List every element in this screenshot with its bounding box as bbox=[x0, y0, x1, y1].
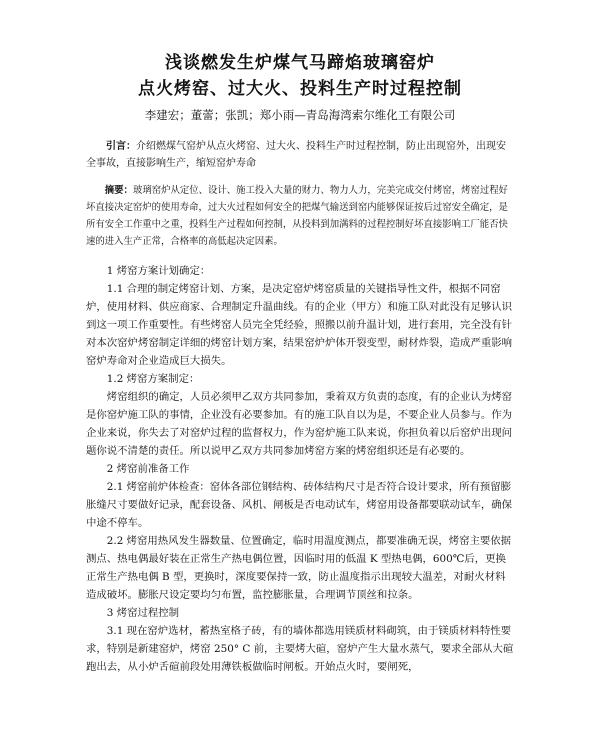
subsection-heading: 1.2 烤窑方案制定： bbox=[106, 373, 200, 385]
body-sections bbox=[86, 262, 514, 676]
abstract-paragraph bbox=[86, 182, 514, 250]
body-paragraph: 3.1 现在窑炉选材，蓄热室格子砖，有的墙体都选用镁质材料砌筑，由于镁质材料特性要求，特别是新建窑炉，烤窑 250° C 前，主要烤大碹，窑炉产生大量水蒸气，要求全部从大碹跑出去，从小炉舌碹前段处用薄铁板做临时闸板。开始点火时，要闸死， bbox=[86, 625, 514, 673]
abstract-label: 摘要： bbox=[104, 185, 133, 196]
paper-title-line-2: 点火烤窑、过大火、投料生产时过程控制 bbox=[138, 79, 462, 99]
introduction-label: 引言： bbox=[106, 141, 136, 152]
body-paragraph: 2.1 烤窑前炉体检查：窑体各部位钢结构、砖体结构尺寸是否符合设计要求，所有预留膨胀缝尺寸要做好记录，配套设备、风机、闸板是否电动试车，烤窑用设备都要联动试车，确保中途不停车。 bbox=[86, 481, 513, 529]
introduction-paragraph bbox=[86, 138, 506, 172]
section-heading: 2 烤窑前准备工作 bbox=[106, 463, 190, 475]
introduction-text: 介绍燃煤气窑炉从点火烤窑、过大火、投料生产时过程控制，防止出现窑外，出现安全事故，直接影响生产，缩短窑炉寿命 bbox=[86, 141, 506, 169]
abstract-text: 玻璃窑炉从定位、设计、施工投入大量的财力、物力人力，完美完成交付烤窑，烤窑过程好坏直接决定窑炉的使用寿命，过大火过程如何安全的把煤气输送到窑内能够保证按后过窑安全确定，是所有安全工作重中之重，投料生产过程如何控制，从投料到加满料的过程控制好坏直接影响工厂能否快速的进入生产正常，合格率的高低起决定因素。 bbox=[86, 185, 508, 247]
paper-title-line-1: 浅谈燃发生炉煤气马蹄焰玻璃窑炉 bbox=[165, 53, 435, 73]
introduction bbox=[86, 138, 506, 172]
author-line: 李建宏；董蕾；张凯；郑小雨—青岛海湾索尔维化工有限公司 bbox=[144, 108, 456, 122]
body-paragraph: 1.1 合理的制定烤窑计划、方案，是决定窑炉烤窑质量的关键指导性文件，根据不同窑炉，使用材料、供应商家、合理制定升温曲线。有的企业（甲方）和施工队对此没有足够认识到这一项工作重要性。有些烤窑人员完全凭经验，照搬以前升温计划，进行套用，完全没有针对本次窑炉烤窑制定详细的烤窑计划方案，结果窑炉炉体开裂变型，耐材炸裂，造成严重影响窑炉寿命对企业造成巨大损失。 bbox=[86, 283, 513, 367]
body-paragraph: 烤窑组织的确定，人员必须甲乙双方共同参加，秉着双方负责的态度，有的企业认为烤窑是你窑炉施工队的事情，企业没有必要参加。有的施工队自以为是，不要企业人员参与。作为企业来说，你失去了对窑炉过程的监督权力，作为窑炉施工队来说，你担负着以后窑炉出现问题你说不清楚的责任。所以说甲乙双方共同参加烤窑方案的烤窑组织还是有必要的。 bbox=[86, 391, 513, 457]
section-heading: 3 烤窑过程控制 bbox=[106, 607, 180, 619]
abstract bbox=[86, 182, 514, 250]
section-heading: 1 烤窑方案计划确定： bbox=[106, 265, 211, 277]
body-paragraph: 2.2 烤窑用热风发生器数量、位置确定，临时用温度测点，都要准确无误，烤窑主要依据测点、热电偶最好装在正常生产热电偶位置，因临时用的低温 K 型热电偶，600℃后，更换正常生产热电偶 B 型，更换时，深度要保持一致，防止温度指示出现较大温差，对耐火材料造成破坏。膨胀尺设定要均匀布置，监控膨胀量，合理调节顶丝和拉条。 bbox=[86, 535, 512, 601]
